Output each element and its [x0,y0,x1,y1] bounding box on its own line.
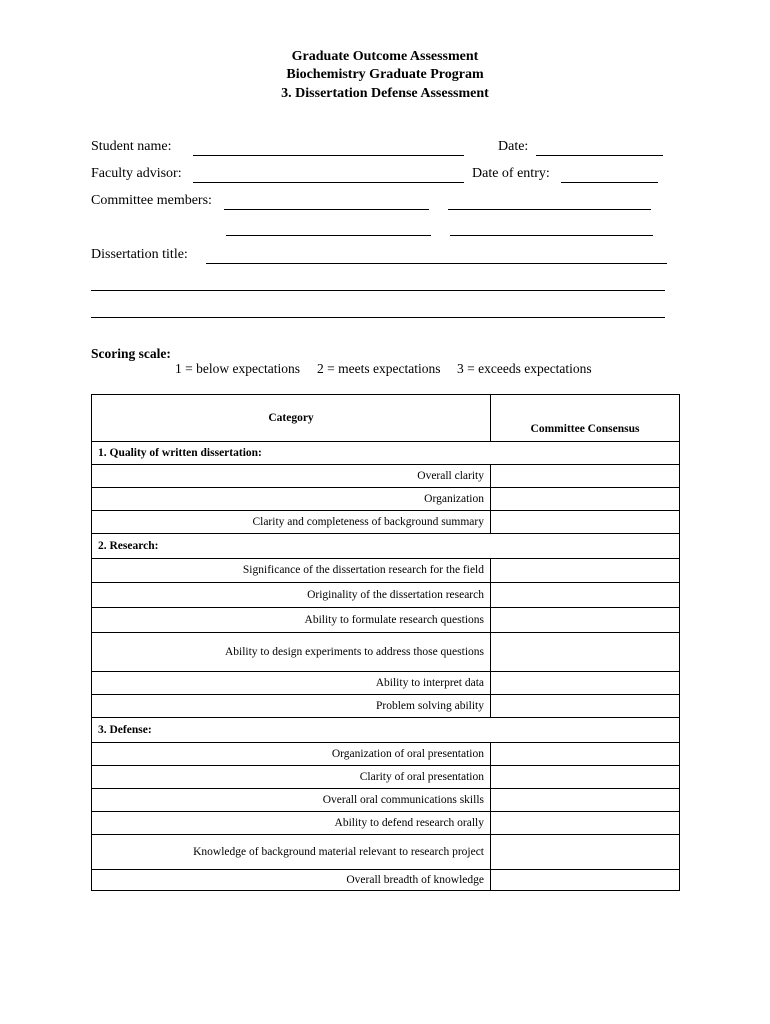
faculty-advisor-label: Faculty advisor: [91,166,182,181]
category-header: Category [92,395,491,442]
consensus-score-cell[interactable] [491,835,680,870]
consensus-score-cell[interactable] [491,488,680,511]
criterion-label: Ability to formulate research questions [92,608,491,633]
criterion-label: Problem solving ability [92,695,491,718]
criterion-label: Organization of oral presentation [92,743,491,766]
date-of-entry-field[interactable] [561,182,658,183]
table-row [92,559,680,583]
consensus-score-cell[interactable] [491,633,680,672]
form-subtitle: 3. Dissertation Defense Assessment [281,86,489,101]
criterion-label: Significance of the dissertation research for the field [92,559,491,583]
criterion-label: Clarity and completeness of background summary [92,511,491,534]
table-row [92,511,680,534]
committee-member-2-field[interactable] [448,209,651,210]
criterion-label: Organization [92,488,491,511]
scale-level-3: 3 = exceeds expectations [457,361,592,376]
committee-members-label: Committee members: [91,193,212,208]
committee-consensus-header: Committee Consensus [491,395,680,442]
table-row [92,812,680,835]
scale-level-1: 1 = below expectations [175,361,300,376]
committee-member-4-field[interactable] [450,235,653,236]
criterion-label: Ability to defend research orally [92,812,491,835]
dissertation-title-line-3[interactable] [91,317,665,318]
form-title: Graduate Outcome Assessment [291,49,479,64]
section-row [92,442,680,465]
table-row [92,743,680,766]
table-row [92,695,680,718]
table-row [92,583,680,608]
section-title-defense: 3. Defense: [92,718,680,743]
section-row [92,534,680,559]
consensus-score-cell[interactable] [491,608,680,633]
consensus-score-cell[interactable] [491,789,680,812]
criterion-label: Ability to interpret data [92,672,491,695]
table-row [92,608,680,633]
student-name-field[interactable] [193,155,464,156]
criterion-label: Overall breadth of knowledge [92,870,491,891]
dissertation-title-line-2[interactable] [91,290,665,291]
consensus-score-cell[interactable] [491,583,680,608]
criterion-label: Ability to design experiments to address those questions [92,633,491,672]
consensus-score-cell[interactable] [491,695,680,718]
section-title-writing: 1. Quality of written dissertation: [92,442,680,465]
date-of-entry-label: Date of entry: [472,166,550,181]
consensus-score-cell[interactable] [491,766,680,789]
table-row [92,672,680,695]
scale-level-2: 2 = meets expectations [317,361,441,376]
criterion-label: Overall oral communications skills [92,789,491,812]
table-row [92,633,680,672]
criterion-label: Overall clarity [92,465,491,488]
table-row [92,835,680,870]
section-title-research: 2. Research: [92,534,680,559]
program-name: Biochemistry Graduate Program [286,67,484,82]
consensus-score-cell[interactable] [491,870,680,891]
date-field[interactable] [536,155,663,156]
consensus-score-cell[interactable] [491,559,680,583]
committee-member-1-field[interactable] [224,209,429,210]
consensus-score-cell[interactable] [491,465,680,488]
dissertation-title-field[interactable] [206,263,667,264]
criterion-label: Clarity of oral presentation [92,766,491,789]
section-row [92,718,680,743]
faculty-advisor-field[interactable] [193,182,464,183]
consensus-score-cell[interactable] [491,511,680,534]
criterion-label: Originality of the dissertation research [92,583,491,608]
consensus-score-cell[interactable] [491,812,680,835]
dissertation-title-label: Dissertation title: [91,247,188,262]
consensus-score-cell[interactable] [491,672,680,695]
criterion-label: Knowledge of background material relevant to research project [92,835,491,870]
assessment-table [91,394,680,891]
table-row [92,465,680,488]
table-row [92,488,680,511]
date-label: Date: [498,139,529,154]
consensus-score-cell[interactable] [491,743,680,766]
table-row [92,766,680,789]
scoring-scale-label: Scoring scale: [91,346,171,361]
table-row [92,789,680,812]
table-row [92,870,680,891]
student-name-label: Student name: [91,139,172,154]
committee-member-3-field[interactable] [226,235,431,236]
table-header-row [92,395,680,442]
